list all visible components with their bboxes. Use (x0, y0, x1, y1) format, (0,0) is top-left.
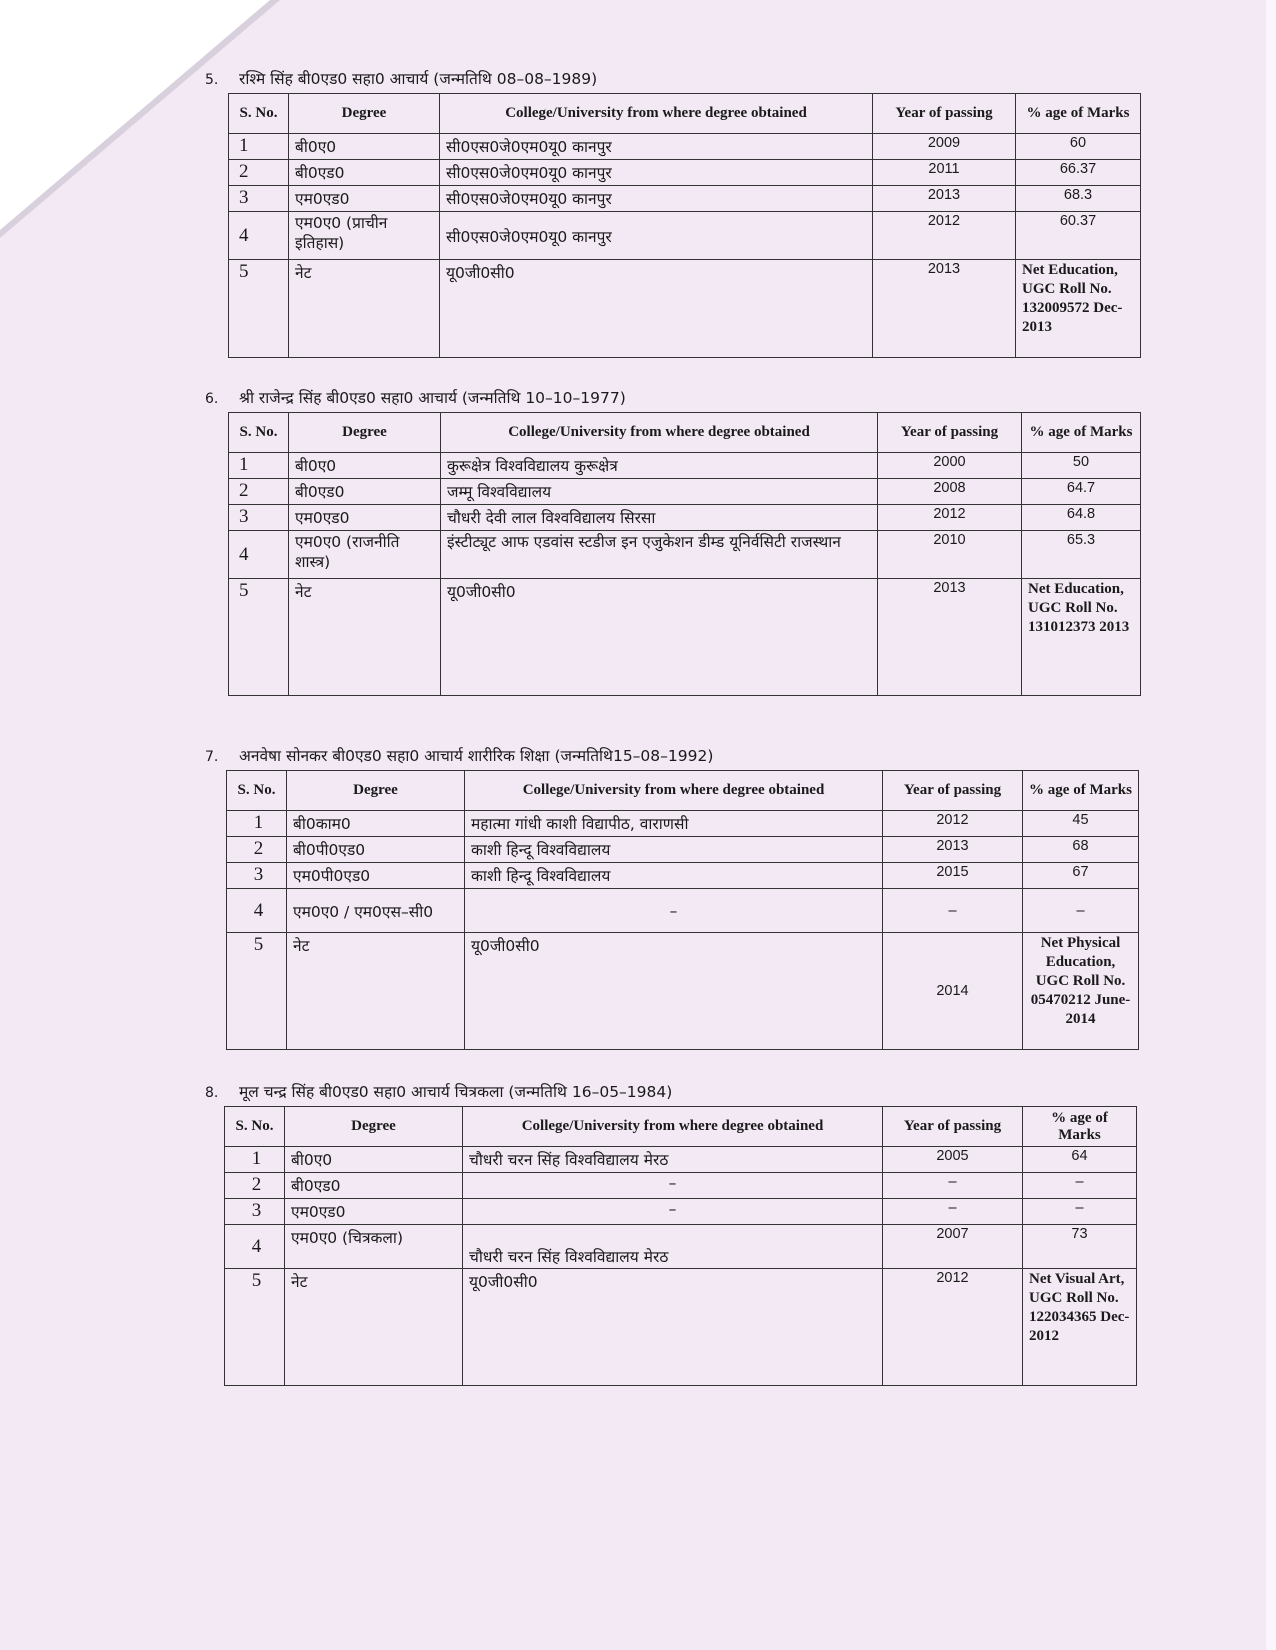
table-row (229, 453, 1141, 479)
cell-degree: नेट (289, 579, 441, 696)
cell-college: सी0एस0जे0एम0यू0 कानपुर (440, 160, 873, 186)
section-number: 7. (205, 749, 219, 765)
cell-degree: एम0एड0 (289, 505, 441, 531)
header-sno: S. No. (229, 94, 289, 134)
section-title (205, 66, 1141, 92)
cell-college: महात्मा गांधी काशी विद्यापीठ, वाराणसी (465, 811, 883, 837)
cell-year: 2007 (883, 1225, 1023, 1269)
section-heading: मूल चन्द्र सिंह बी0एड0 सहा0 आचार्य चित्रकला (जन्मतिथि 16–05–1984) (239, 1083, 673, 1101)
section-heading: श्री राजेन्द्र सिंह बी0एड0 सहा0 आचार्य (जन्मतिथि 10–10–1977) (239, 389, 626, 407)
header-marks: % age of Marks (1022, 413, 1141, 453)
cell-degree: बी0एड0 (285, 1173, 463, 1199)
qualification-table (224, 1106, 1137, 1386)
section-title (205, 385, 1141, 411)
table-row (229, 134, 1141, 160)
cell-marks: Net Visual Art, UGC Roll No. 122034365 Dec-2012 (1023, 1269, 1137, 1386)
header-college: College/University from where degree obtained (440, 94, 873, 134)
section-7 (205, 743, 1139, 1050)
cell-year: – (883, 1199, 1023, 1225)
cell-sno: 1 (227, 811, 287, 837)
cell-marks: 50 (1022, 453, 1141, 479)
cell-sno: 4 (229, 212, 289, 260)
table-row (227, 811, 1139, 837)
table-row (229, 260, 1141, 358)
table-row (229, 212, 1141, 260)
table-row (225, 1269, 1137, 1386)
cell-marks: 64 (1023, 1147, 1137, 1173)
cell-marks: 60.37 (1016, 212, 1141, 260)
section-8 (205, 1079, 1137, 1386)
cell-degree: बी0ए0 (289, 453, 441, 479)
cell-college: यू0जी0सी0 (463, 1269, 883, 1386)
header-degree: Degree (287, 771, 465, 811)
table-row (227, 933, 1139, 1050)
cell-college: सी0एस0जे0एम0यू0 कानपुर (440, 212, 873, 260)
section-6 (205, 385, 1141, 696)
cell-sno: 2 (229, 479, 289, 505)
cell-degree: एम0एड0 (285, 1199, 463, 1225)
cell-degree: नेट (287, 933, 465, 1050)
section-number: 5. (205, 72, 219, 88)
cell-college: चौधरी चरन सिंह विश्वविद्यालय मेरठ (463, 1225, 883, 1269)
header-marks: % age of Marks (1023, 1107, 1137, 1147)
table-row (227, 837, 1139, 863)
table-row (225, 1199, 1137, 1225)
section-title (205, 743, 1139, 769)
cell-sno: 5 (227, 933, 287, 1050)
cell-sno: 5 (229, 579, 289, 696)
cell-degree: एम0एड0 (289, 186, 440, 212)
table-header-row (229, 94, 1141, 134)
cell-sno: 1 (225, 1147, 285, 1173)
cell-sno: 4 (229, 531, 289, 579)
cell-sno: 2 (229, 160, 289, 186)
cell-degree: एम0पी0एड0 (287, 863, 465, 889)
cell-degree: बी0ए0 (285, 1147, 463, 1173)
cell-degree: एम0ए0 (चित्रकला) (285, 1225, 463, 1269)
cell-sno: 4 (227, 889, 287, 933)
qualification-table (226, 770, 1139, 1050)
cell-marks: Net Education, UGC Roll No. 132009572 Dec-2013 (1016, 260, 1141, 358)
cell-sno: 5 (229, 260, 289, 358)
cell-marks: 68.3 (1016, 186, 1141, 212)
header-year: Year of passing (878, 413, 1022, 453)
cell-marks: 73 (1023, 1225, 1137, 1269)
cell-year: – (883, 889, 1023, 933)
cell-degree: बी0पी0एड0 (287, 837, 465, 863)
table-row (229, 160, 1141, 186)
header-sno: S. No. (225, 1107, 285, 1147)
cell-marks: 65.3 (1022, 531, 1141, 579)
cell-degree: नेट (289, 260, 440, 358)
cell-sno: 5 (225, 1269, 285, 1386)
cell-marks: 45 (1023, 811, 1139, 837)
table-row (229, 505, 1141, 531)
cell-degree: एम0ए0 (राजनीति शास्त्र) (289, 531, 441, 579)
cell-college: चौधरी देवी लाल विश्वविद्यालय सिरसा (441, 505, 878, 531)
table-row (225, 1225, 1137, 1269)
cell-college: काशी हिन्दू विश्वविद्यालय (465, 837, 883, 863)
cell-marks: – (1023, 1199, 1137, 1225)
table-row (227, 889, 1139, 933)
cell-college: चौधरी चरन सिंह विश्वविद्यालय मेरठ (463, 1147, 883, 1173)
cell-year: 2009 (873, 134, 1016, 160)
cell-year: 2014 (883, 933, 1023, 1050)
cell-year: 2010 (878, 531, 1022, 579)
cell-marks: 67 (1023, 863, 1139, 889)
qualification-table (228, 412, 1141, 696)
table-row (229, 479, 1141, 505)
cell-year: 2013 (878, 579, 1022, 696)
cell-year: 2012 (883, 1269, 1023, 1386)
cell-year: 2012 (873, 212, 1016, 260)
page-edge (1266, 0, 1276, 1650)
section-heading: रश्मि सिंह बी0एड0 सहा0 आचार्य (जन्मतिथि 08–08–1989) (239, 70, 598, 88)
table-header-row (229, 413, 1141, 453)
cell-year: 2012 (878, 505, 1022, 531)
cell-sno: 3 (225, 1199, 285, 1225)
table-row (229, 579, 1141, 696)
section-5 (205, 66, 1141, 358)
cell-college: – (463, 1173, 883, 1199)
header-marks: % age of Marks (1023, 771, 1139, 811)
header-degree: Degree (285, 1107, 463, 1147)
cell-degree: बी0काम0 (287, 811, 465, 837)
cell-year: 2013 (873, 260, 1016, 358)
cell-sno: 1 (229, 134, 289, 160)
cell-college: यू0जी0सी0 (465, 933, 883, 1050)
cell-marks: Net Physical Education, UGC Roll No. 05470212 June-2014 (1023, 933, 1139, 1050)
cell-college: सी0एस0जे0एम0यू0 कानपुर (440, 186, 873, 212)
header-degree: Degree (289, 94, 440, 134)
header-year: Year of passing (873, 94, 1016, 134)
section-heading: अनवेषा सोनकर बी0एड0 सहा0 आचार्य शारीरिक शिक्षा (जन्मतिथि15–08–1992) (239, 747, 714, 765)
cell-college: कुरूक्षेत्र विश्वविद्यालय कुरूक्षेत्र (441, 453, 878, 479)
header-college: College/University from where degree obtained (441, 413, 878, 453)
cell-college: सी0एस0जे0एम0यू0 कानपुर (440, 134, 873, 160)
cell-college: – (463, 1199, 883, 1225)
cell-sno: 1 (229, 453, 289, 479)
cell-college: इंस्टीट्यूट आफ एडवांस स्टडीज इन एजुकेशन डीम्ड यूनिर्वसिटी राजस्थान (441, 531, 878, 579)
cell-sno: 3 (227, 863, 287, 889)
cell-year: 2008 (878, 479, 1022, 505)
cell-marks: 60 (1016, 134, 1141, 160)
cell-degree: नेट (285, 1269, 463, 1386)
section-number: 6. (205, 391, 219, 407)
cell-marks: 68 (1023, 837, 1139, 863)
table-row (229, 186, 1141, 212)
header-college: College/University from where degree obtained (463, 1107, 883, 1147)
cell-degree: बी0एड0 (289, 160, 440, 186)
cell-year: 2000 (878, 453, 1022, 479)
cell-marks: Net Education, UGC Roll No. 131012373 2013 (1022, 579, 1141, 696)
header-sno: S. No. (229, 413, 289, 453)
header-year: Year of passing (883, 771, 1023, 811)
cell-sno: 4 (225, 1225, 285, 1269)
cell-marks: 66.37 (1016, 160, 1141, 186)
table-row (225, 1173, 1137, 1199)
table-row (227, 863, 1139, 889)
cell-year: 2015 (883, 863, 1023, 889)
cell-college: यू0जी0सी0 (440, 260, 873, 358)
section-title (205, 1079, 1137, 1105)
cell-year: 2013 (873, 186, 1016, 212)
header-marks: % age of Marks (1016, 94, 1141, 134)
cell-marks: – (1023, 1173, 1137, 1199)
table-row (229, 531, 1141, 579)
cell-degree: एम0ए0 / एम0एस–सी0 (287, 889, 465, 933)
cell-year: 2011 (873, 160, 1016, 186)
cell-college: जम्मू विश्वविद्यालय (441, 479, 878, 505)
table-header-row (227, 771, 1139, 811)
cell-sno: 2 (227, 837, 287, 863)
cell-marks: 64.8 (1022, 505, 1141, 531)
cell-degree: एम0ए0 (प्राचीन इतिहास) (289, 212, 440, 260)
cell-marks: 64.7 (1022, 479, 1141, 505)
section-number: 8. (205, 1085, 219, 1101)
cell-marks: – (1023, 889, 1139, 933)
cell-sno: 3 (229, 505, 289, 531)
header-college: College/University from where degree obtained (465, 771, 883, 811)
table-header-row (225, 1107, 1137, 1147)
header-degree: Degree (289, 413, 441, 453)
cell-college: – (465, 889, 883, 933)
cell-college: काशी हिन्दू विश्वविद्यालय (465, 863, 883, 889)
cell-sno: 3 (229, 186, 289, 212)
cell-year: 2012 (883, 811, 1023, 837)
cell-year: 2013 (883, 837, 1023, 863)
qualification-table (228, 93, 1141, 358)
table-row (225, 1147, 1137, 1173)
cell-degree: बी0ए0 (289, 134, 440, 160)
cell-year: – (883, 1173, 1023, 1199)
header-sno: S. No. (227, 771, 287, 811)
cell-college: यू0जी0सी0 (441, 579, 878, 696)
cell-year: 2005 (883, 1147, 1023, 1173)
cell-sno: 2 (225, 1173, 285, 1199)
cell-degree: बी0एड0 (289, 479, 441, 505)
header-year: Year of passing (883, 1107, 1023, 1147)
